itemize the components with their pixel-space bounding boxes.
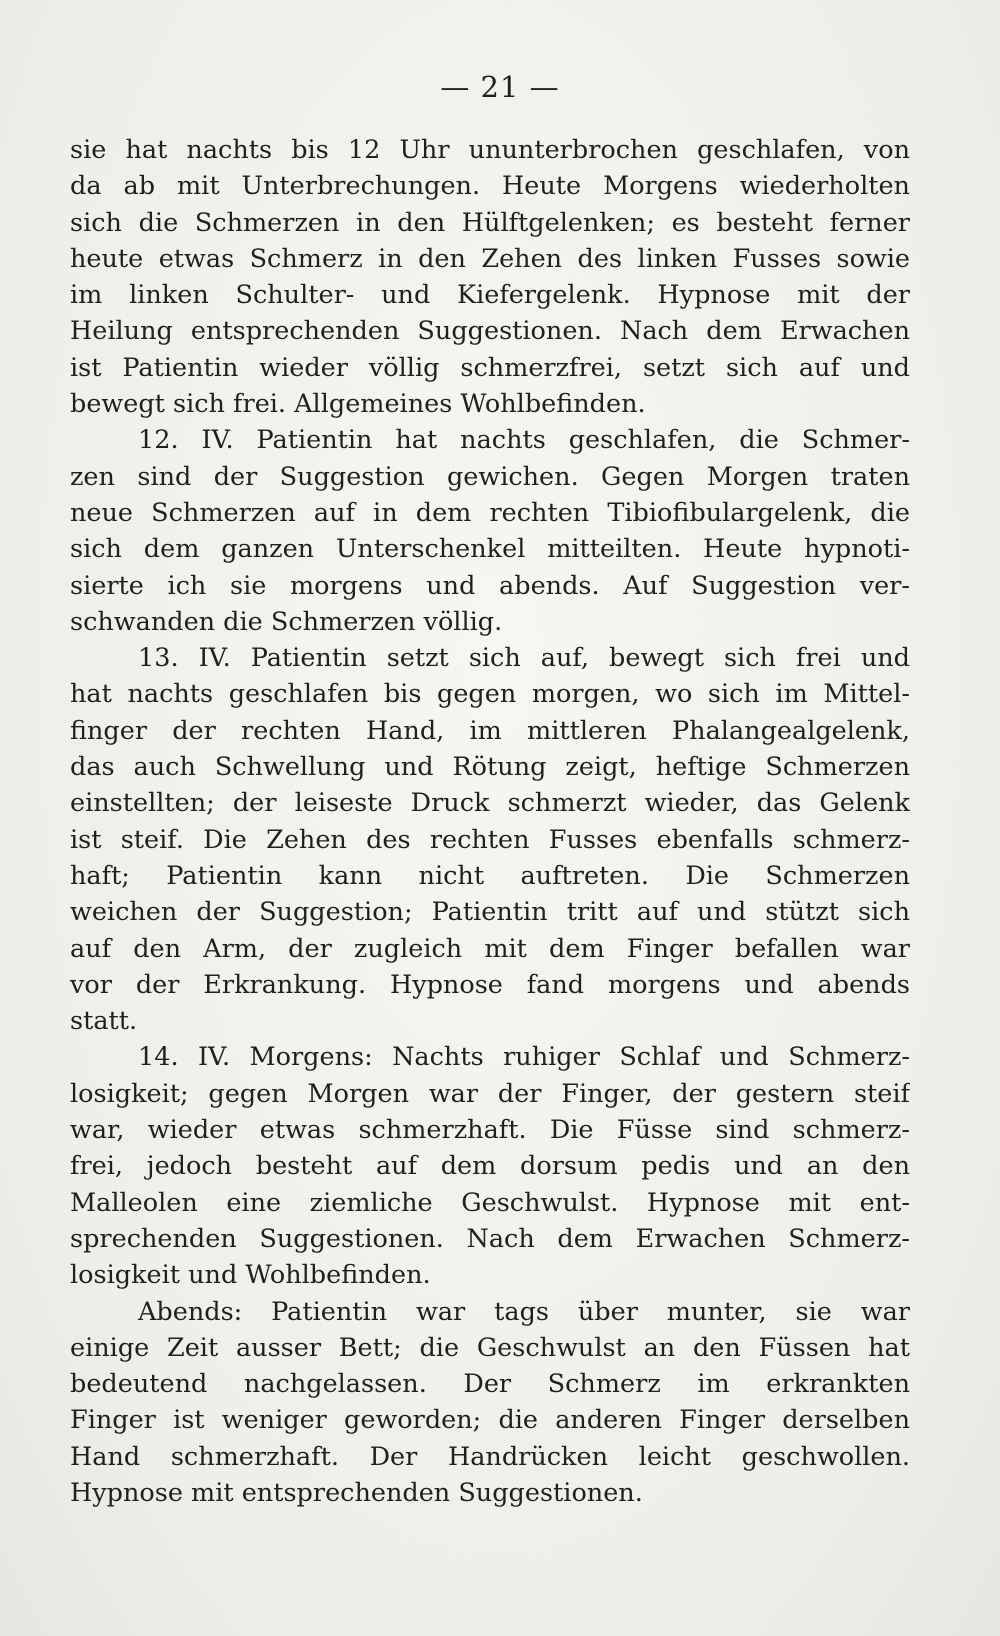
text-line: heute etwas Schmerz in den Zehen des linken Fusses sowie bbox=[70, 243, 910, 274]
text-line: das auch Schwellung und Rötung zeigt, heftige Schmerzen bbox=[70, 752, 910, 783]
body-text bbox=[70, 132, 910, 1511]
text-line: sierte ich sie morgens und abends. Auf Suggestion ver- bbox=[70, 570, 910, 601]
text-line: war, wieder etwas schmerzhaft. Die Füsse sind schmerz- bbox=[70, 1115, 910, 1146]
text-line: auf den Arm, der zugleich mit dem Finger befallen war bbox=[70, 933, 910, 964]
text-line: vor der Erkrankung. Hypnose fand morgens und abends bbox=[70, 969, 910, 1000]
text-line: haft; Patientin kann nicht auftreten. Die Schmerzen bbox=[70, 860, 910, 891]
text-line: 14. IV. Morgens: Nachts ruhiger Schlaf und Schmerz- bbox=[138, 1042, 910, 1073]
page-number: — 21 — bbox=[440, 70, 560, 104]
text-line: ist Patientin wieder völlig schmerzfrei, setzt sich auf und bbox=[70, 352, 910, 383]
text-line: einige Zeit ausser Bett; die Geschwulst an den Füssen hat bbox=[70, 1332, 910, 1363]
text-line: frei, jedoch besteht auf dem dorsum pedis und an den bbox=[70, 1151, 910, 1182]
text-line: schwanden die Schmerzen völlig. bbox=[70, 606, 503, 637]
text-line: finger der rechten Hand, im mittleren Phalangealgelenk, bbox=[70, 715, 910, 746]
text-line: 13. IV. Patientin setzt sich auf, bewegt sich frei und bbox=[138, 643, 910, 674]
text-line: Heilung entsprechenden Suggestionen. Nach dem Erwachen bbox=[70, 316, 910, 347]
text-line: Hypnose mit entsprechenden Suggestionen. bbox=[70, 1477, 643, 1508]
text-line: losigkeit; gegen Morgen war der Finger, der gestern steif bbox=[70, 1078, 910, 1109]
text-line: neue Schmerzen auf in dem rechten Tibiofibulargelenk, die bbox=[70, 497, 910, 528]
text-line: Finger ist weniger geworden; die anderen Finger derselben bbox=[70, 1405, 910, 1436]
text-line: weichen der Suggestion; Patientin tritt auf und stützt sich bbox=[70, 897, 910, 928]
text-line: ist steif. Die Zehen des rechten Fusses ebenfalls schmerz- bbox=[70, 824, 910, 855]
text-line: bedeutend nachgelassen. Der Schmerz im erkrankten bbox=[70, 1369, 910, 1400]
text-line: Malleolen eine ziemliche Geschwulst. Hypnose mit ent- bbox=[70, 1187, 910, 1218]
text-line: Abends: Patientin war tags über munter, sie war bbox=[138, 1296, 910, 1327]
text-line: zen sind der Suggestion gewichen. Gegen Morgen traten bbox=[70, 461, 910, 492]
text-line: losigkeit und Wohlbefinden. bbox=[70, 1260, 431, 1291]
text-line: 12. IV. Patientin hat nachts geschlafen, die Schmer- bbox=[138, 425, 910, 456]
text-line: da ab mit Unterbrechungen. Heute Morgens wiederholten bbox=[70, 171, 910, 202]
text-line: statt. bbox=[70, 1006, 138, 1037]
text-line: sie hat nachts bis 12 Uhr ununterbrochen geschlafen, von bbox=[70, 135, 910, 165]
text-line: sich die Schmerzen in den Hülftgelenken; es besteht ferner bbox=[70, 207, 910, 238]
text-line: hat nachts geschlafen bis gegen morgen, wo sich im Mittel- bbox=[70, 679, 910, 710]
text-line: bewegt sich frei. Allgemeines Wohlbefinden. bbox=[70, 389, 646, 420]
text-line: Hand schmerzhaft. Der Handrücken leicht geschwollen. bbox=[70, 1441, 910, 1472]
text-line: sich dem ganzen Unterschenkel mitteilten. Heute hypnoti- bbox=[70, 534, 910, 565]
text-line: sprechenden Suggestionen. Nach dem Erwachen Schmerz- bbox=[70, 1223, 910, 1254]
text-line: im linken Schulter- und Kiefergelenk. Hypnose mit der bbox=[70, 280, 910, 311]
text-line: einstellten; der leiseste Druck schmerzt wieder, das Gelenk bbox=[70, 788, 910, 819]
